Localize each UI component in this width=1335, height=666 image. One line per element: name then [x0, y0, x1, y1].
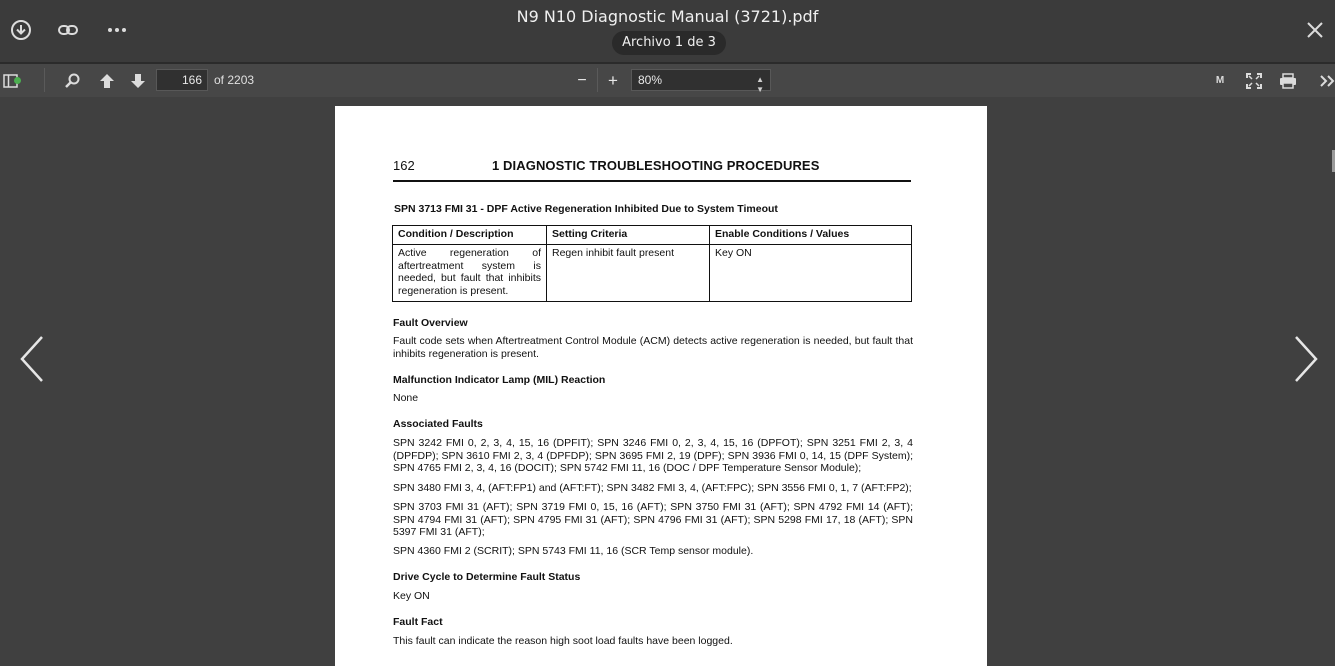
table-header-row	[393, 226, 912, 245]
section-paragraph: None	[393, 392, 419, 404]
table-row	[393, 245, 912, 302]
section-paragraph: SPN 3480 FMI 3, 4, (AFT:FP1) and (AFT:FT); SPN 3482 FMI 3, 4, (AFT:FPC); SPN 3556 FMI 0, 1, 7 (AFT:FP2);	[393, 482, 912, 494]
previous-file-arrow-icon[interactable]	[19, 334, 45, 384]
section-paragraph: SPN 4360 FMI 2 (SCRIT); SPN 5743 FMI 11, 16 (SCR Temp sensor module).	[393, 545, 754, 557]
section-heading: Fault Fact	[393, 616, 443, 628]
table-cell: Regen inhibit fault present	[547, 245, 710, 302]
pdf-page	[335, 106, 987, 666]
table-header: Condition / Description	[393, 226, 547, 245]
next-file-arrow-icon[interactable]	[1293, 334, 1319, 384]
chapter-title: 1 DIAGNOSTIC TROUBLESHOOTING PROCEDURES	[492, 158, 820, 173]
select-arrows-icon: ▲ ▼	[756, 75, 764, 94]
section-heading: Malfunction Indicator Lamp (MIL) Reaction	[393, 374, 606, 386]
next-page-icon[interactable]	[128, 71, 148, 91]
table-cell: Active regeneration of aftertreatment system is needed, but fault that inhibits regeneration is present.	[393, 245, 547, 302]
table-cell: Key ON	[710, 245, 912, 302]
section-heading: Drive Cycle to Determine Fault Status	[393, 571, 581, 583]
zoom-select[interactable]	[631, 69, 771, 94]
spn-title: SPN 3713 FMI 31 - DPF Active Regeneration Inhibited Due to System Timeout	[394, 203, 778, 215]
presentation-icon[interactable]	[1244, 71, 1264, 91]
page-number-input[interactable]	[156, 69, 208, 91]
page-number: 162	[393, 158, 415, 173]
zoom-value: 80%	[638, 73, 663, 87]
zoom-in-button[interactable]: +	[608, 71, 618, 90]
prev-page-icon[interactable]	[97, 71, 117, 91]
section-heading: Associated Faults	[393, 418, 483, 430]
table-header: Enable Conditions / Values	[710, 226, 912, 245]
search-icon[interactable]	[63, 71, 83, 91]
section-paragraph: SPN 3242 FMI 0, 2, 3, 4, 15, 16 (DPFIT); SPN 3246 FMI 0, 2, 3, 4, 15, 16 (DPFOT); SPN 3251 FMI 2, 3, 4 (DPFDP); SPN 3610 FMI 2, 3, 4 (DPFDP); SPN 3695 FMI 2, 19 (DPF); SPN 3936 FMI 0, 14, 15 (DPF System); SPN 4765 FMI 2, 3, 4, 16 (DOCIT); SPN 5742 FMI 11, 16 (DOC / DPF Temperature Sensor Module);	[393, 437, 913, 474]
toolbar-divider	[597, 68, 598, 92]
m-badge-button[interactable]: M	[1215, 75, 1225, 86]
section-paragraph: SPN 3703 FMI 31 (AFT); SPN 3719 FMI 0, 15, 16 (AFT); SPN 3750 FMI 31 (AFT); SPN 4792 FMI 14 (AFT); SPN 4794 FMI 31 (AFT); SPN 4795 FMI 31 (AFT); SPN 4796 FMI 31 (AFT); SPN 5298 FMI 17, 18 (AFT); SPN 5397 FMI 31 (AFT);	[393, 501, 913, 538]
print-icon[interactable]	[1278, 71, 1298, 91]
close-icon[interactable]	[1303, 18, 1327, 42]
toolbar-divider	[44, 68, 45, 92]
table-header: Setting Criteria	[547, 226, 710, 245]
criteria-table	[392, 225, 912, 302]
page-total-label: of 2203	[214, 73, 255, 87]
section-paragraph: Key ON	[393, 590, 430, 602]
file-counter-badge: Archivo 1 de 3	[612, 31, 726, 55]
zoom-out-button[interactable]: −	[577, 72, 587, 89]
status-dot	[14, 77, 21, 84]
sidebar-toggle-icon[interactable]	[2, 71, 22, 91]
section-paragraph: This fault can indicate the reason high soot load faults have been logged.	[393, 635, 733, 647]
section-heading: Fault Overview	[393, 317, 468, 329]
header-rule	[393, 180, 911, 182]
more-tools-icon[interactable]	[1318, 71, 1335, 91]
pdf-toolbar	[0, 62, 1335, 97]
viewer-header	[0, 0, 1335, 62]
section-paragraph: Fault code sets when Aftertreatment Control Module (ACM) detects active regeneration is needed, but fault that inhibits regeneration is present.	[393, 335, 913, 360]
document-title: N9 N10 Diagnostic Manual (3721).pdf	[516, 7, 819, 26]
